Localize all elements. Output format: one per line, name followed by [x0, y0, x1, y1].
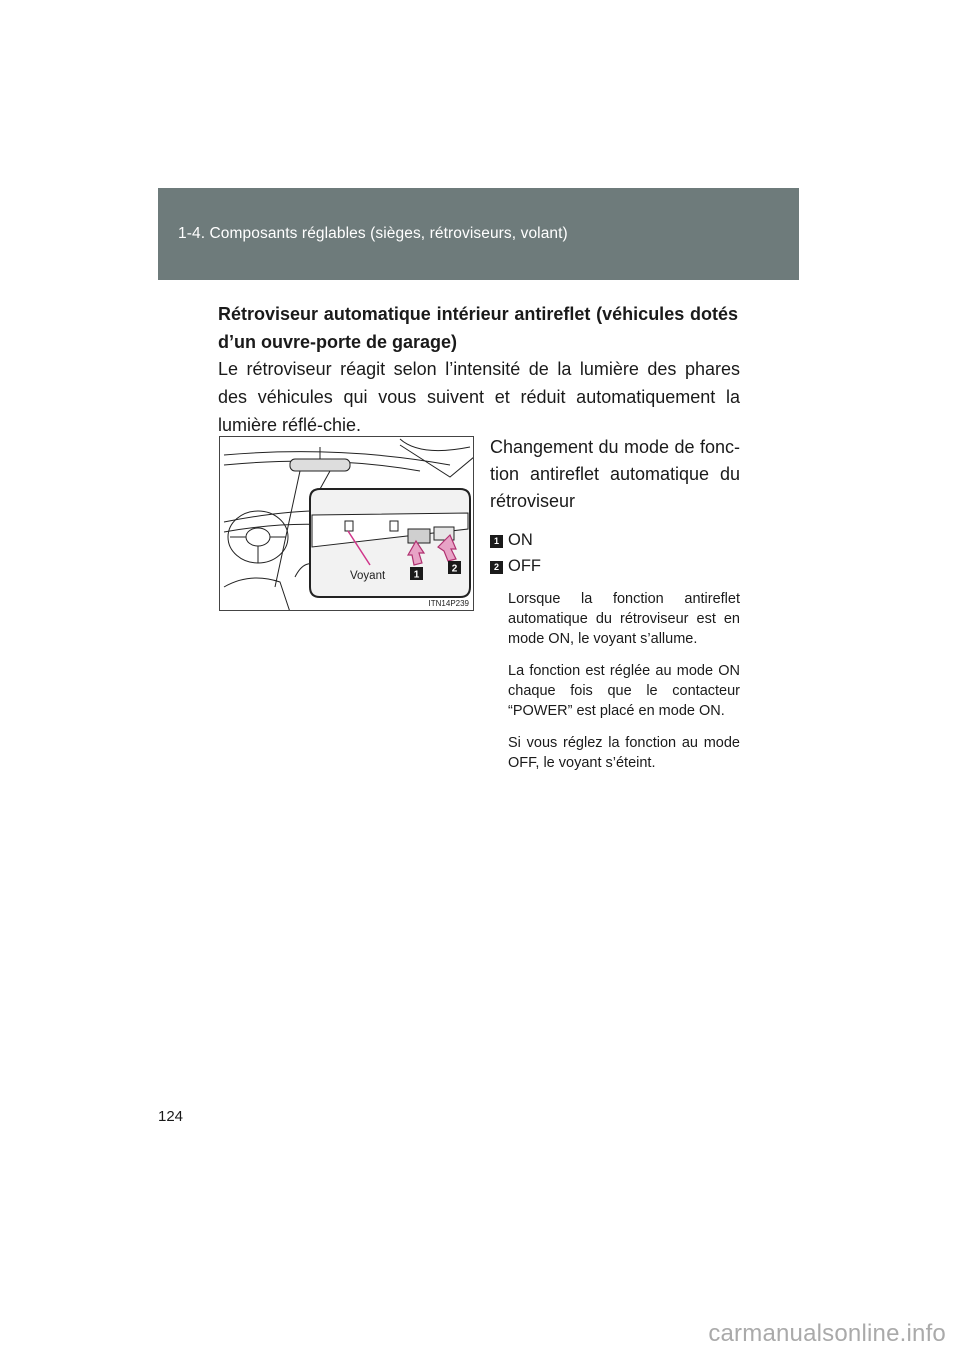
note-2: La fonction est réglée au mode ON chaque fois que le contacteur “POWER” est placé en mode ON. — [508, 663, 740, 719]
notes — [490, 589, 740, 773]
intro-paragraph: Le rétroviseur réagit selon l’intensité de la lumière des phares des véhicules qui vous suivent et réduit automatiquement la lumière réflé-chie. — [218, 359, 740, 435]
instructions-column — [490, 434, 740, 785]
step-on-label: ON — [508, 531, 533, 549]
page-heading: Rétroviseur automatique intérieur antireflet (véhicules dotés d’un ouvre-porte de garage) — [218, 304, 738, 352]
step-2-icon: 2 — [490, 561, 503, 574]
callout-2-text: 2 — [451, 563, 458, 575]
section-header — [158, 188, 799, 280]
section-title: 1-4. Composants réglables (sièges, rétroviseurs, volant) — [178, 225, 568, 242]
note-1: Lorsque la fonction antireflet automatique du rétroviseur est en mode ON, le voyant s’allume. — [508, 591, 740, 647]
watermark: carmanualsonline.info — [708, 1320, 946, 1347]
voyant-label: Voyant — [350, 570, 386, 582]
page-number: 124 — [158, 1108, 184, 1125]
note-3: Si vous réglez la fonction au mode OFF, le voyant s’éteint. — [508, 735, 740, 771]
step-off — [490, 555, 740, 581]
step-1-icon: 1 — [490, 535, 503, 548]
mirror-illustration — [219, 436, 474, 611]
subheading: Changement du mode de fonc-tion antireflet automatique du rétroviseur — [490, 437, 740, 511]
callout-1-text: 1 — [413, 569, 420, 581]
dashboard-drawing — [220, 437, 474, 611]
step-on — [490, 529, 740, 555]
figure-code: ITN14P239 — [428, 599, 469, 608]
step-off-label: OFF — [508, 557, 541, 575]
on-button — [408, 529, 430, 543]
